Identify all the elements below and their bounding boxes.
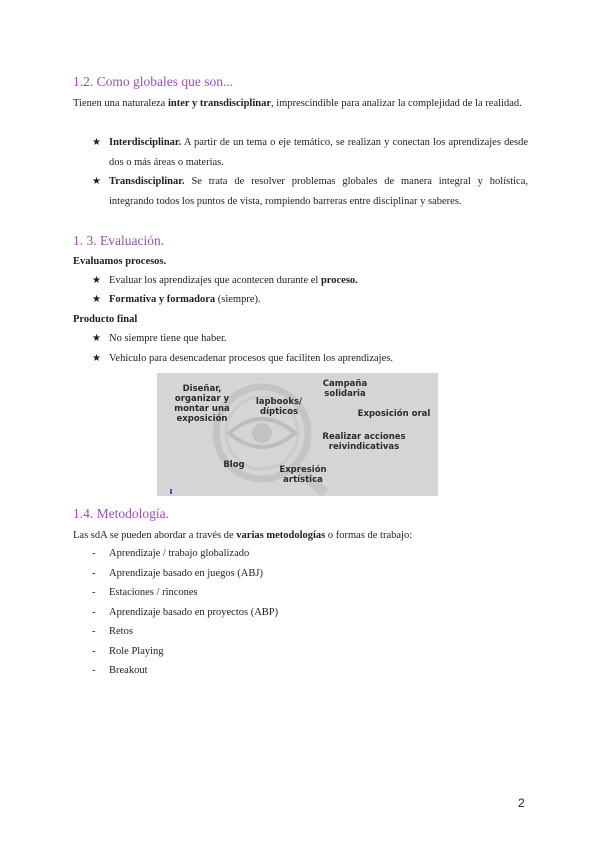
paragraph-naturaleza: Tienen una naturaleza inter y transdisciplinar, imprescindible para analizar la complejidad de la realidad. <box>73 98 522 109</box>
label-producto-final: Producto final <box>73 314 138 325</box>
star-bullet-icon: ★ <box>92 294 101 305</box>
bullet-evaluar-aprendizajes: ★ Evaluar los aprendizajes que acontecen durante el proceso. <box>92 271 528 291</box>
star-bullet-icon: ★ <box>92 275 101 286</box>
bullet-vehiculo: ★ Vehículo para desencadenar procesos que faciliten los aprendizajes. <box>92 349 528 369</box>
star-bullet-icon: ★ <box>92 137 101 148</box>
section-heading-metodologia: 1.4. Metodología. <box>73 506 169 521</box>
star-bullet-icon: ★ <box>92 176 101 187</box>
label-lapbooks: lapbooks/ dípticos <box>255 397 303 417</box>
label-campana-solidaria: Campaña solidaria <box>322 379 368 399</box>
document-page: 1.2. Como globales que son... Tienen una naturaleza inter y transdisciplinar, imprescindible para analizar la complejidad de la realidad. ★ Interdisciplinar. A partir de un tema o eje temático, se realizan y conectan los aprendizajes desde dos o más áreas o materias. ★ Transdisciplinar. Se trata de resolver problemas globales de manera integral y holística, integrando todos los puntos de vista, rompiendo barreras entre disciplinar y saberes. 1. 3. Evaluación. Evaluamos procesos. ★ Evaluar los aprendizajes que acontecen durante el proceso. ★ Formativa y formadora (siempre). Producto final ★ No siempre tiene que haber. ★ Vehículo para desencadenar procesos que faciliten los aprendizajes. Diseñar, organizar y montar una exposición lapbooks/ dípticos Campaña solidaria Exposición oral Realizar acciones reivindicativas Blog Expresión artística 1.4. Metodología. Las sdA se pueden abordar a través de varias metodologías o formas de trabajo: - Aprendizaje / trabajo globalizado - Aprendizaje basado en juegos (ABJ) - Estaciones / rincones - Aprendizaje basado en proyectos (ABP) - Retos - Role Playing - Breakout 2 <box>73 74 528 810</box>
section-heading-globales: 1.2. Como globales que son... <box>73 74 234 89</box>
label-evaluamos-procesos: Evaluamos procesos. <box>73 256 167 267</box>
label-disenar-exposicion: Diseñar, organizar y montar una exposición <box>174 384 230 424</box>
bullet-interdisciplinar: ★ Interdisciplinar. A partir de un tema o eje temático, se realizan y conectan los aprendizajes desde dos o más áreas o materias. <box>92 133 528 172</box>
producto-final-image <box>157 373 438 496</box>
star-bullet-icon: ★ <box>92 353 101 364</box>
page-number: 2 <box>518 796 525 810</box>
bullet-no-siempre: ★ No siempre tiene que haber. <box>92 329 528 349</box>
label-expresion-artistica: Expresión artística <box>279 465 327 485</box>
bullet-formativa: ★ Formativa y formadora (siempre). <box>92 290 528 310</box>
paragraph-metodologias: Las sdA se pueden abordar a través de varias metodologías o formas de trabajo: <box>73 530 413 541</box>
label-acciones-reivindicativas: Realizar acciones reivindicativas <box>322 432 406 452</box>
label-blog: Blog <box>223 460 245 470</box>
label-exposicion-oral: Exposición oral <box>357 409 431 419</box>
star-bullet-icon: ★ <box>92 333 101 344</box>
bullet-transdisciplinar: ★ Transdisciplinar. Se trata de resolver problemas globales de manera integral y holística, integrando todos los puntos de vista, rompiendo barreras entre disciplinar y saberes. <box>92 172 528 211</box>
section-heading-evaluacion: 1. 3. Evaluación. <box>73 233 165 248</box>
